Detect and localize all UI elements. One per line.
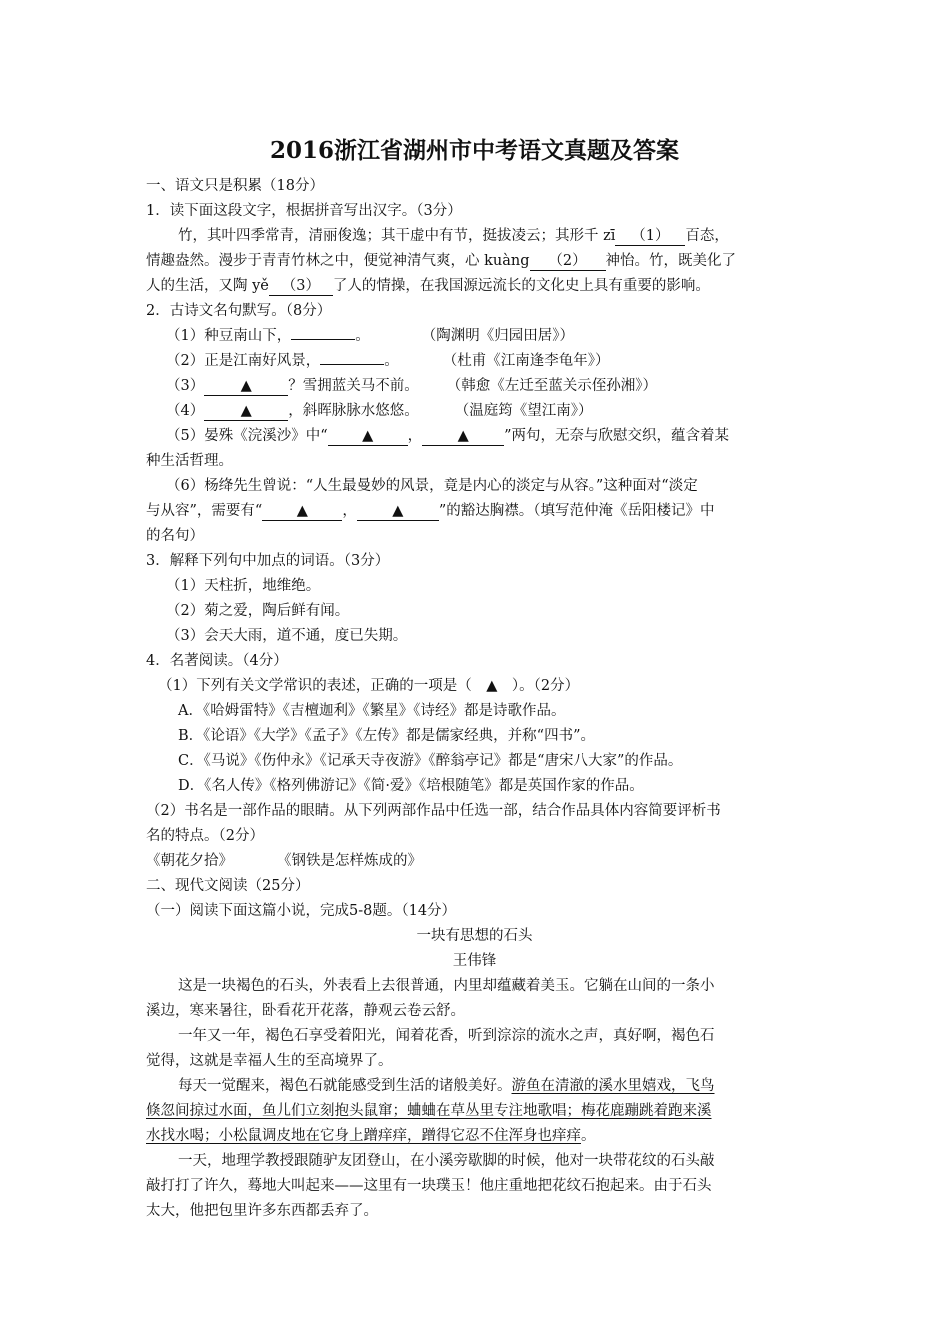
page-title: 2016浙江省湖州市中考语文真题及答案 [269,137,679,164]
q2-source: （杜甫《江南逢李龟年》） [442,353,610,369]
underlined-passage: 水找水喝；小松鼠调皮地在它身上蹭痒痒，蹭得它忍不住浑身也痒痒 [146,1128,581,1144]
q2-item-1 [166,326,574,346]
q2-item-text: 。 [355,328,370,344]
story-paragraph: 这是一块褐色的石头，外表看上去很普通，内里却蕴藏着美玉。它躺在山间的一条小 [178,978,715,994]
q2-source: （温庭筠《望江南》） [454,403,593,419]
q2-blank[interactable]: ▲ [262,503,342,521]
q1-blank-2[interactable]: （2） [530,253,606,271]
q2-item-2 [166,351,609,371]
q1-text: 情趣盎然。漫步于青青竹林之中，便觉神清气爽，心 kuàng [146,253,530,269]
story-paragraph [146,1126,596,1146]
q1-text: 神怡。竹，既美化了 [605,253,736,269]
q4-books [146,851,422,871]
story-paragraph: 太大，他把包里许多东西都丢弃了。 [146,1203,378,1219]
q2-item-6: （6）杨绛先生曾说：“人生最曼妙的风景，竟是内心的淡定与从容。”这种面对“淡定 [166,478,698,494]
q2-blank[interactable]: ▲ [422,428,504,446]
q1-blank-3[interactable]: （3） [269,278,333,296]
q4-option-c: C．《马说》《伤仲永》《记承天寺夜游》《醉翁亭记》都是“唐宋八大家”的作品。 [178,753,683,769]
q1-line-1 [178,226,729,246]
q2-item-6-line-2 [146,501,715,521]
story-title: 一块有思想的石头 [416,928,533,944]
q4-part-2-cont: 名的特点。（2分） [146,828,264,844]
q4-stem: 4．名著阅读。（4分） [146,653,288,669]
q2-blank[interactable]: ▲ [204,378,288,396]
q2-item-text: ， [342,503,357,519]
q1-blank-1[interactable]: （1） [615,228,685,246]
q3-item-1: （1）天柱折，地维绝。 [166,578,321,594]
q1-text: 人的生活，又陶 yě [146,278,269,294]
story-paragraph: 敲打打了许久，蓦地大叫起来——这里有一块璞玉！他庄重地把花纹石抱起来。由于石头 [146,1178,712,1194]
q2-blank[interactable] [291,339,355,340]
q2-item-text: 与从容”，需要有“ [146,503,263,519]
q2-item-5-cont: 种生活哲理。 [146,453,233,469]
q2-stem: 2．古诗文名句默写。（8分） [146,303,332,319]
story-author: 王伟锋 [452,953,497,969]
q2-item-text: ， [407,428,423,444]
q4-part-2: （2）书名是一部作品的眼睛。从下列两部作品中任选一部，结合作品具体内容简要评析书 [146,803,721,819]
q4-part-1: （1）下列有关文学常识的表述，正确的一项是（ ▲ ）。（2分） [158,678,580,694]
story-paragraph [178,1076,715,1096]
q2-item-text: 。 [384,353,399,369]
q2-item-text: （3） [166,378,205,394]
q4-option-a: A．《哈姆雷特》《吉檀迦利》《繁星》《诗经》都是诗歌作品。 [178,703,566,719]
q3-item-2: （2）菊之爱，陶后鲜有闻。 [166,603,350,619]
q2-item-3 [166,376,657,396]
q4-option-d: D．《名人传》《格列佛游记》《简·爱》《培根随笔》都是英国作家的作品。 [178,778,644,794]
q1-text: 竹，其叶四季常青，清丽俊逸；其干虚中有节，挺拔凌云；其形千 zī [178,228,616,244]
q3-stem: 3．解释下列句中加点的词语。（3分） [146,553,390,569]
q2-item-text: ”两句，无奈与欣慰交织，蕴含着某 [504,428,730,444]
q2-item-text: （4） [166,403,205,419]
q3-item-3: （3）会天大雨，道不通，度已失期。 [166,628,408,644]
underlined-passage: 游鱼在清澈的溪水里嬉戏，飞鸟 [511,1078,715,1094]
q1-stem: 1．读下面这段文字，根据拼音写出汉字。（3分） [146,203,462,219]
q1-line-3 [146,276,710,296]
q2-item-4 [166,401,592,421]
story-paragraph: 一年又一年，褐色石享受着阳光，闻着花香，听到淙淙的流水之声，真好啊，褐色石 [178,1028,715,1044]
book-title: 《钢铁是怎样炼成的》 [277,853,422,869]
q2-item-text: （2）正是江南好风景， [166,353,321,369]
q1-text: 百态， [685,228,729,244]
q2-blank[interactable]: ▲ [357,503,439,521]
story-paragraph: 溪边，寒来暑往，卧看花开花落，静观云卷云舒。 [146,1003,465,1019]
section-1-heading: 一、语文只是积累（18分） [146,178,324,194]
q2-item-text: （5）晏殊《浣溪沙》中“ [166,428,328,444]
story-text: 每天一觉醒来，褐色石就能感受到生活的诸般美好。 [178,1078,512,1094]
q2-source: （陶渊明《归园田居》） [421,328,574,344]
q2-item-text: ？雪拥蓝关马不前。 [288,378,419,394]
section-2-heading: 二、现代文阅读（25分） [146,878,310,894]
q2-blank[interactable]: ▲ [328,428,408,446]
q2-item-5 [166,426,729,446]
section-2-sub: （一）阅读下面这篇小说，完成5-8题。（14分） [146,903,457,919]
q4-option-b: B．《论语》《大学》《孟子》《左传》都是儒家经典，并称“四书”。 [178,728,595,744]
q2-item-text: （1）种豆南山下， [166,328,292,344]
story-paragraph: 觉得，这就是幸福人生的至高境界了。 [146,1053,393,1069]
story-text: 。 [581,1128,596,1144]
q2-source: （韩愈《左迁至蓝关示侄孙湘》） [446,378,657,394]
q1-text: 了人的情操，在我国源远流长的文化史上具有重要的影响。 [332,278,710,294]
q2-item-6-line-3: 的名句） [146,528,204,544]
q1-line-2 [146,251,736,271]
q2-blank[interactable] [320,364,384,365]
q2-blank[interactable]: ▲ [204,403,288,421]
q2-item-text: ”的豁达胸襟。（填写范仲淹《岳阳楼记》中 [438,503,715,519]
story-paragraph: 一天，地理学教授跟随驴友团登山，在小溪旁歇脚的时候，他对一块带花纹的石头敲 [178,1153,715,1169]
underlined-passage: 倏忽间掠过水面，鱼儿们立刻抱头鼠窜；蛐蛐在草丛里专注地歌唱；梅花鹿蹦跳着跑来溪 [146,1103,712,1119]
book-title: 《朝花夕拾》 [146,853,233,869]
q2-item-text: ，斜晖脉脉水悠悠。 [288,403,419,419]
